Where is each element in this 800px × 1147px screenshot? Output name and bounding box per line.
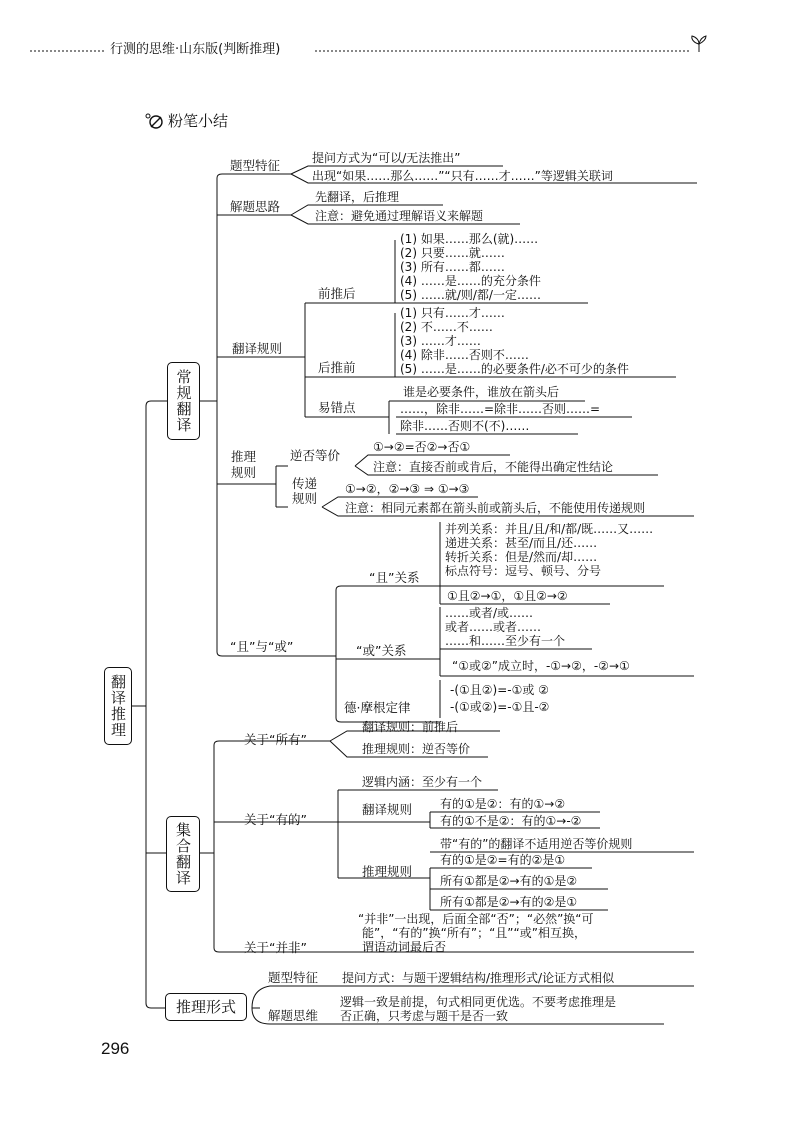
- forward-item-5: (5) ……就/则/都/一定……: [400, 288, 541, 302]
- pitfalls-item-1: 谁是必要条件，谁放在箭头后: [403, 385, 560, 399]
- section-title: 粉笔小结: [168, 112, 229, 130]
- about-all-item-2: 推理规则：逆否等价: [362, 742, 471, 756]
- about-all-item-1: 翻译规则：前推后: [362, 720, 459, 734]
- set-translation-label: 集合翻译: [174, 822, 192, 886]
- approach-item-2: 注意：避免通过理解语义来解题: [315, 209, 484, 223]
- some-inference-item-3: 所有①都是②→有的②是①: [440, 895, 578, 909]
- some-inference-label: 推理规则: [362, 864, 413, 879]
- root-label: 翻译推理: [109, 674, 127, 738]
- contrapositive-label: 逆否等价: [290, 448, 341, 463]
- or-item-3: ……和……至少有一个: [445, 634, 566, 648]
- about-bingfei-label: 关于“并非”: [244, 940, 307, 955]
- and-or-label: “且”与“或”: [230, 639, 294, 654]
- inference-form-label: 推理形式: [175, 998, 236, 1016]
- about-some-label: 关于“有的”: [244, 812, 307, 827]
- backward-item-2: (2) 不……不……: [400, 320, 493, 334]
- forward-label: 前推后: [318, 286, 356, 301]
- or-item-4: “①或②”成立时，-①→②，-②→①: [452, 659, 630, 673]
- set-translation-box: [166, 816, 200, 892]
- some-inference-item-1: 有的①是②=有的②是①: [440, 853, 566, 867]
- transitive-label: 传递规则: [292, 476, 318, 506]
- some-translation-item-1: 有的①是②：有的①→②: [440, 797, 566, 811]
- sprout-icon: [688, 34, 710, 54]
- backward-item-3: (3) ……才……: [400, 334, 481, 348]
- or-item-2: 或者……或者……: [445, 620, 542, 634]
- and-item-1: 并列关系：并且/且/和/都/既……又……: [445, 522, 654, 536]
- backward-label: 后推前: [318, 360, 356, 375]
- forward-item-4: (4) ……是……的充分条件: [400, 274, 541, 288]
- demorgan-label: 德·摩根定律: [344, 700, 411, 715]
- contrapositive-item-1: ①→②=否②→否①: [373, 440, 471, 454]
- form-approach-line-2: 否正确，只考虑与题干是否一致: [340, 1009, 509, 1023]
- pitfalls-item-3: 除非……否则不(不)……: [400, 419, 530, 433]
- form-features-label: 题型特征: [268, 970, 319, 985]
- pitfalls-label: 易错点: [318, 400, 356, 415]
- some-translation-item-2: 有的①不是②：有的①→-②: [440, 814, 582, 828]
- bingfei-line-1: “并非”一出现，后面全部“否”；“必然”换“可: [358, 912, 594, 926]
- features-item-1: 提问方式为“可以/无法推出”: [312, 151, 461, 165]
- some-inference-item-2: 所有①都是②→有的①是②: [440, 874, 578, 888]
- form-features-text: 提问方式：与题干逻辑结构/推理形式/论证方式相似: [342, 971, 615, 985]
- backward-item-1: (1) 只有……才……: [400, 306, 505, 320]
- transitive-item-1: ①→②，②→③ ⇒ ①→③: [345, 482, 470, 496]
- some-note: 带“有的”的翻译不适用逆否等价规则: [440, 837, 633, 851]
- bingfei-line-3: 谓语动词最后否: [362, 940, 447, 954]
- approach-label: 解题思路: [230, 199, 281, 214]
- inference-rules-label: 推理规则: [231, 449, 257, 480]
- contrapositive-item-2: 注意：直接否前或肯后，不能得出确定性结论: [373, 460, 614, 474]
- forward-item-2: (2) 只要……就……: [400, 246, 505, 260]
- transitive-item-2: 注意：相同元素都在箭头前或箭头后，不能使用传递规则: [345, 501, 646, 515]
- backward-item-4: (4) 除非……否则不……: [400, 348, 529, 362]
- page-header-title: 行测的思维·山东版(判断推理): [110, 42, 281, 57]
- demorgan-item-2: -(①或②)=-①且-②: [450, 700, 550, 714]
- root-box: [104, 667, 132, 745]
- or-item-1: ……或者/或……: [445, 606, 534, 620]
- some-translation-label: 翻译规则: [362, 802, 413, 817]
- regular-translation-label: 常规翻译: [174, 369, 193, 433]
- inference-form-box: [165, 993, 247, 1021]
- backward-item-5: (5) ……是……的必要条件/必不可少的条件: [400, 362, 629, 376]
- features-item-2: 出现“如果……那么……”“只有……才……”等逻辑关联词: [312, 169, 613, 183]
- and-item-4: 标点符号：逗号、顿号、分号: [445, 564, 602, 578]
- and-item-5: ①且②→①，①且②→②: [447, 589, 568, 603]
- and-item-3: 转折关系：但是/然而/却……: [445, 550, 598, 564]
- features-label: 题型特征: [230, 158, 281, 173]
- pitfalls-item-2: ……，除非……=除非……否则……=: [400, 402, 601, 416]
- about-all-label: 关于“所有”: [244, 732, 307, 747]
- translation-rules-label: 翻译规则: [232, 341, 283, 356]
- form-approach-line-1: 逻辑一致是前提，句式相同更优选。不要考虑推理是: [340, 995, 617, 1009]
- forward-item-3: (3) 所有……都……: [400, 260, 505, 274]
- or-relation-label: “或”关系: [356, 643, 407, 658]
- bingfei-line-2: 能”，“有的”换“所有”；“且”“或”相互换，: [362, 926, 586, 940]
- forward-item-1: (1) 如果……那么(就)……: [400, 232, 539, 246]
- form-approach-label: 解题思维: [268, 1008, 319, 1023]
- approach-item-1: 先翻译，后推理: [315, 190, 400, 204]
- chalk-icon: [144, 112, 166, 130]
- some-meaning: 逻辑内涵：至少有一个: [362, 775, 483, 789]
- regular-translation-box: [167, 362, 200, 440]
- and-relation-label: “且”关系: [369, 570, 420, 585]
- page-number: 296: [101, 1039, 130, 1058]
- and-item-2: 递进关系：甚至/而且/还……: [445, 536, 598, 550]
- demorgan-item-1: -(①且②)=-①或 ②: [450, 683, 549, 697]
